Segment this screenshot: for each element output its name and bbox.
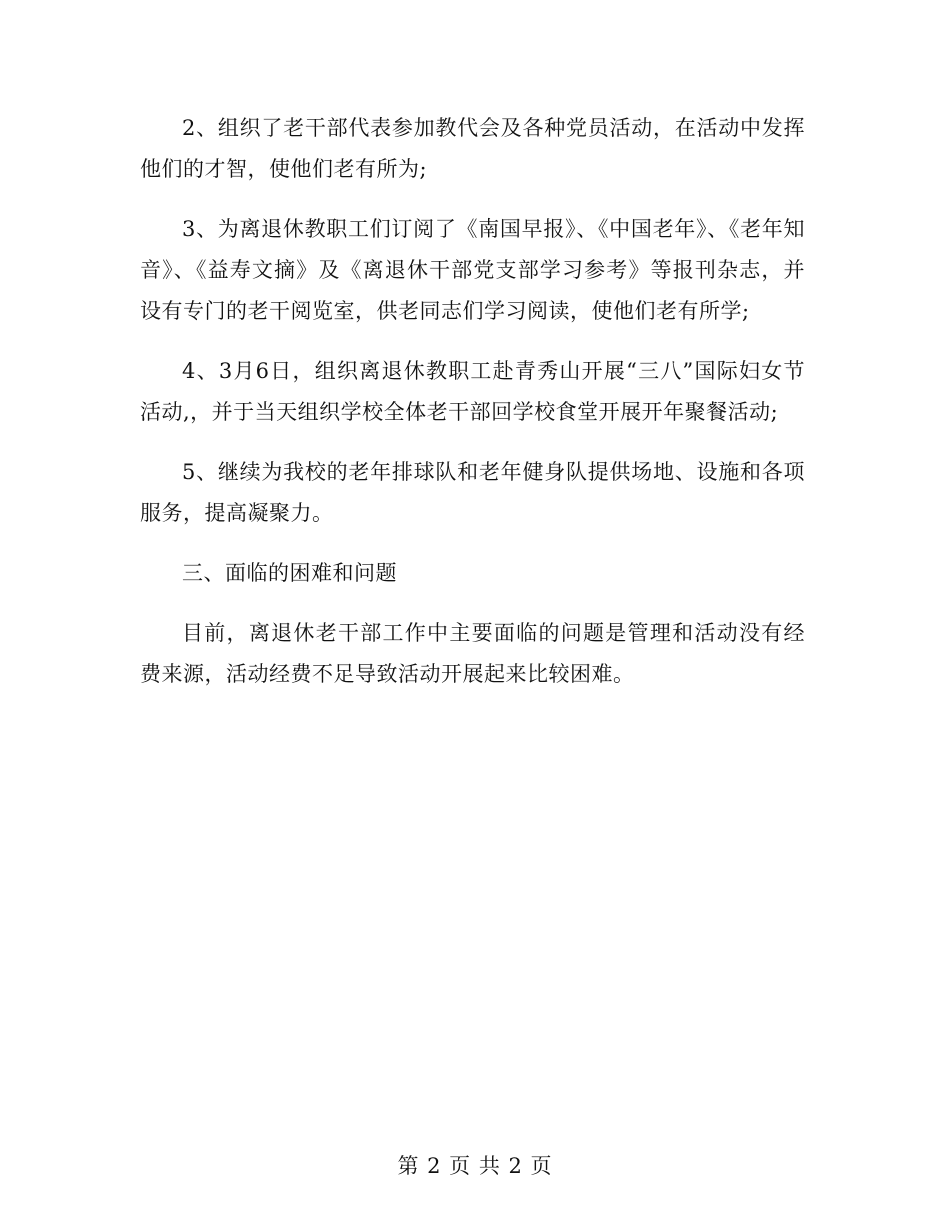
document-body bbox=[140, 108, 805, 714]
paragraph-item-4: 4、3月6日，组织离退休教职工赴青秀山开展“三八”国际妇女节活动,，并于当天组织学校全体老干部回学校食堂开展开年聚餐活动; bbox=[140, 359, 805, 424]
section-paragraph: 目前，离退休老干部工作中主要面临的问题是管理和活动没有经费来源，活动经费不足导致活动开展起来比较困难。 bbox=[140, 621, 805, 686]
page-footer: 第 2 页 共 2 页 bbox=[397, 1154, 553, 1178]
paragraph-item-5: 5、继续为我校的老年排球队和老年健身队提供场地、设施和各项服务，提高凝聚力。 bbox=[140, 460, 805, 525]
paragraph-item-2: 2、组织了老干部代表参加教代会及各种党员活动，在活动中发挥他们的才智，使他们老有所为; bbox=[140, 116, 805, 181]
section-heading: 三、面临的困难和问题 bbox=[182, 561, 397, 585]
paragraph-item-3: 3、为离退休教职工们订阅了《南国早报》、《中国老年》、《老年知音》、《益寿文摘》及《离退休干部党支部学习参考》等报刊杂志，并设有专门的老干阅览室，供老同志们学习阅读，使他们老有所学; bbox=[140, 217, 805, 323]
